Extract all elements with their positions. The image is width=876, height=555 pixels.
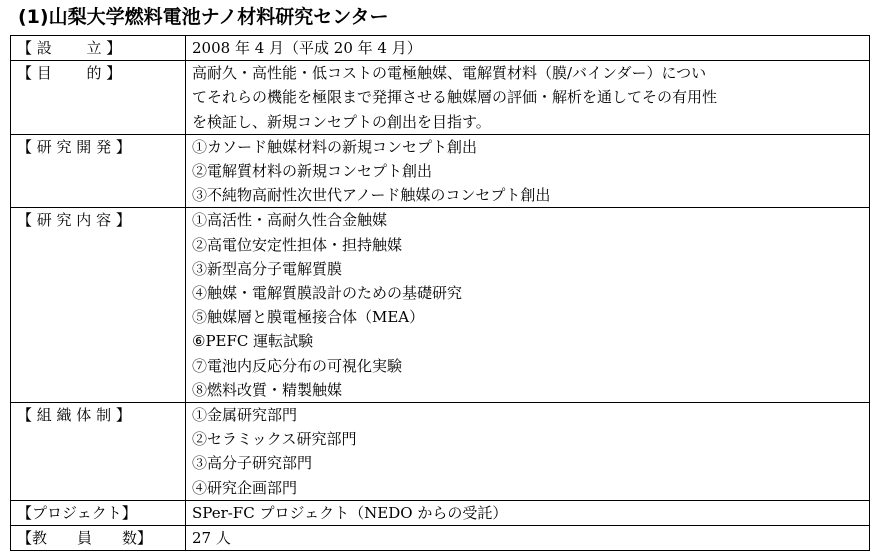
row-label <box>11 500 186 525</box>
value-line: 27 人 <box>192 529 231 548</box>
row-value <box>186 61 870 135</box>
value-line: ⑦電池内反応分布の可視化実験 <box>192 356 403 375</box>
row-value <box>186 403 870 501</box>
value-line: 2008 年 4 月（平成 20 年 4 月） <box>192 39 422 57</box>
value-line: ⑤触媒層と膜電極接合体（MEA） <box>192 308 425 327</box>
label-text: 【教 員 数】 <box>17 529 153 548</box>
value-line: ②セラミックス研究部門 <box>192 430 357 449</box>
table-row-organization <box>11 403 870 501</box>
value-line: ⑥PEFC 運転試験 <box>192 332 314 351</box>
row-value <box>186 208 870 403</box>
table-row-purpose <box>11 61 870 135</box>
table-row-project <box>11 500 870 525</box>
info-table <box>10 35 870 551</box>
label-text: 【 目 的 】 <box>17 64 122 83</box>
row-label <box>11 36 186 61</box>
row-value <box>186 500 870 525</box>
value-line: SPer-FC プロジェクト（NEDO からの受託） <box>192 503 508 522</box>
value-line: てそれらの機能を極限まで発揮させる触媒層の評価・解析を通してその有用性 <box>192 88 718 107</box>
value-line: ③新型高分子電解質膜 <box>192 259 343 278</box>
value-line: ①高活性・高耐久性合金触媒 <box>192 211 388 230</box>
value-line: ②電解質材料の新規コンセプト創出 <box>192 162 433 181</box>
value-line: ②高電位安定性担体・担持触媒 <box>192 235 403 254</box>
row-label <box>11 403 186 501</box>
label-text: 【 設 立 】 <box>17 39 122 57</box>
value-line: ①カソード触媒材料の新規コンセプト創出 <box>192 137 478 156</box>
value-line: ④研究企画部門 <box>192 478 298 497</box>
value-line: ③不純物高耐性次世代アノード触媒のコンセプト創出 <box>192 186 551 205</box>
label-text: 【 組 織 体 制 】 <box>17 406 131 425</box>
section-title: (1)山梨大学燃料電池ナノ材料研究センター <box>18 6 389 28</box>
row-label <box>11 208 186 403</box>
label-text: 【プロジェクト】 <box>17 503 137 522</box>
value-line: ④触媒・電解質膜設計のための基礎研究 <box>192 284 463 303</box>
table-row-research-content <box>11 208 870 403</box>
row-label <box>11 526 186 551</box>
table-row-faculty-count <box>11 526 870 551</box>
label-text: 【 研 究 内 容 】 <box>17 211 131 230</box>
row-value <box>186 526 870 551</box>
value-line: ⑧燃料改質・精製触媒 <box>192 380 343 399</box>
row-label <box>11 61 186 135</box>
value-line: ③高分子研究部門 <box>192 454 313 473</box>
row-value <box>186 36 870 61</box>
table-row-established <box>11 36 870 61</box>
table-row-research-development <box>11 134 870 208</box>
label-text: 【 研 究 開 発 】 <box>17 137 131 156</box>
value-line: を検証し、新規コンセプトの創出を目指す。 <box>192 112 491 131</box>
value-line: 高耐久・高性能・低コストの電極触媒、電解質材料（膜/バインダー）につい <box>192 64 707 83</box>
value-line: ①金属研究部門 <box>192 406 298 425</box>
row-value <box>186 134 870 208</box>
row-label <box>11 134 186 208</box>
